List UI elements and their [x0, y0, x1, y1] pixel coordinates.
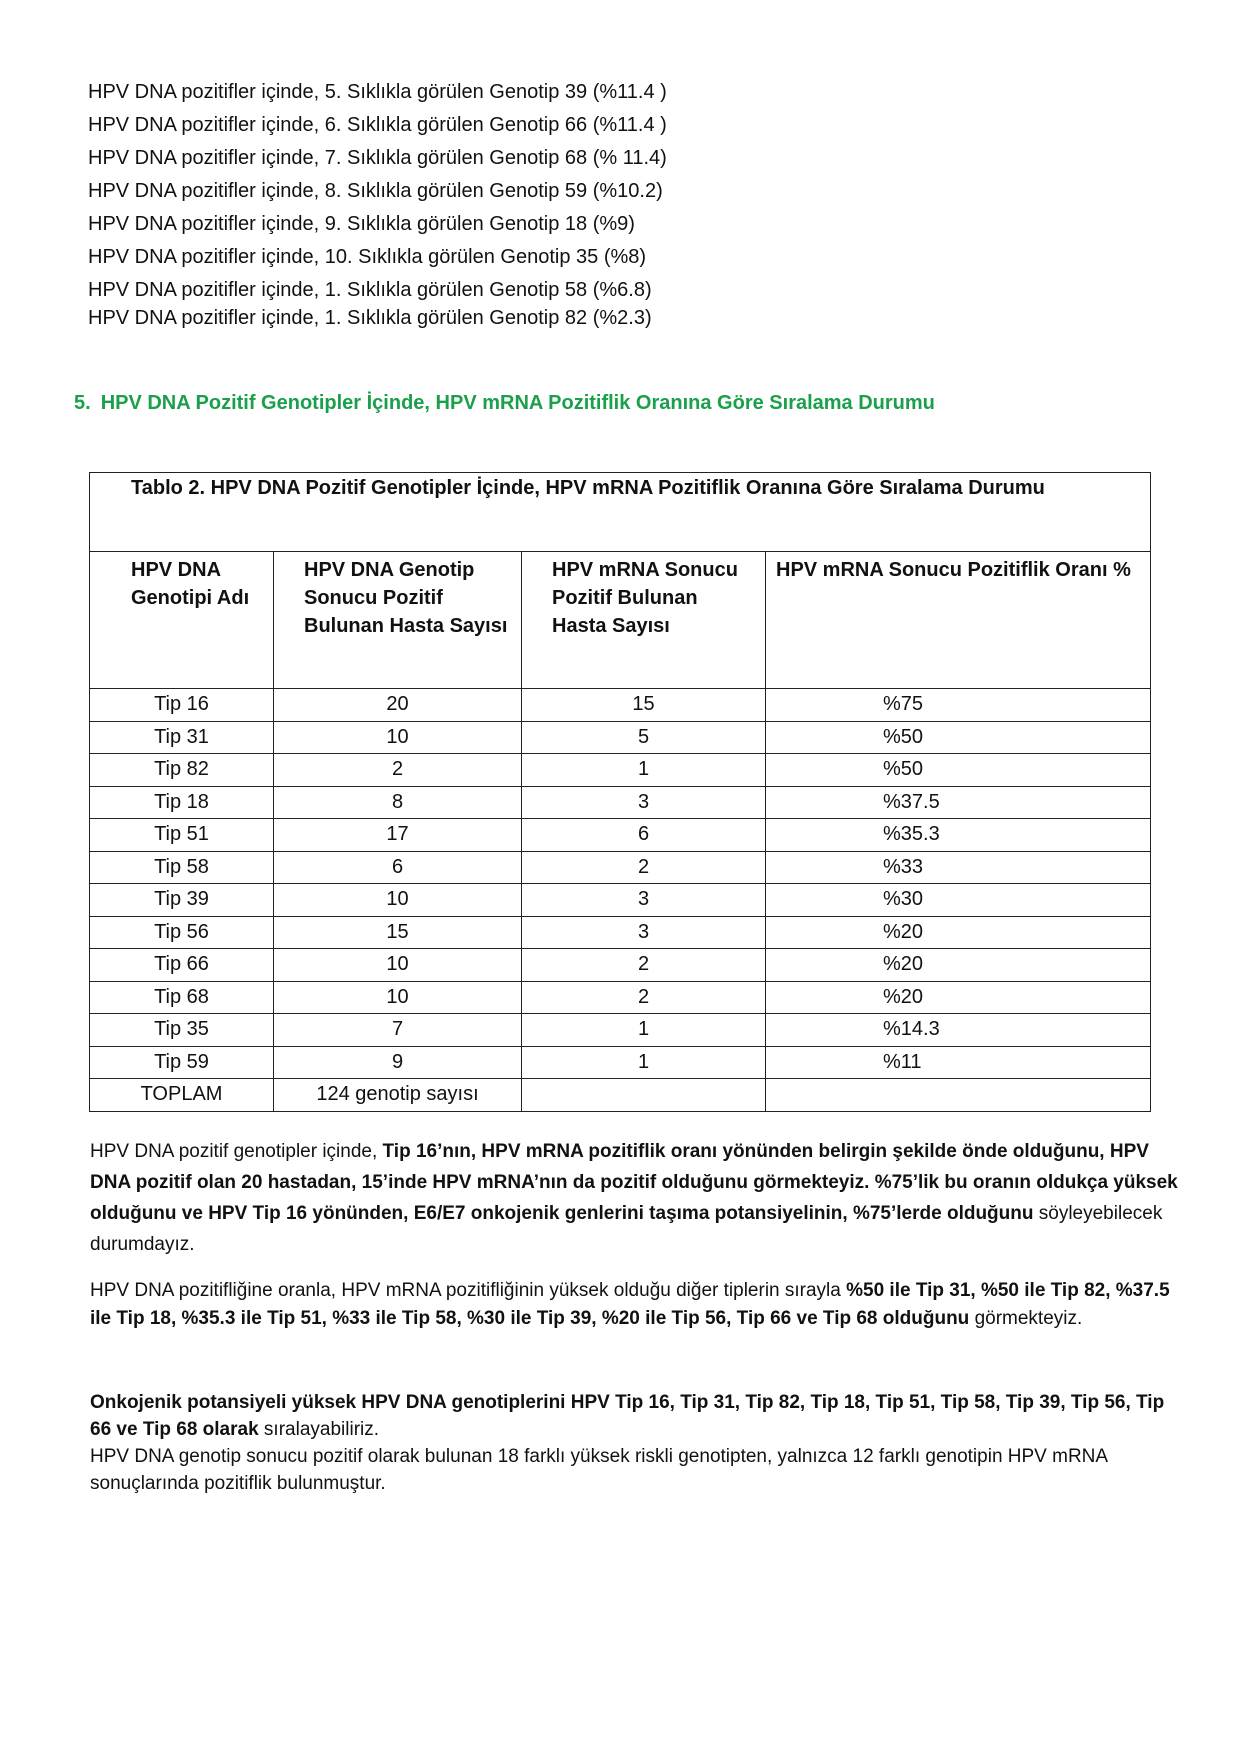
bold-text: %50 ile Tip 31, %50 ile Tip 82, %37.5 ile Tip 18, %35.3 ile Tip 51, %33 ile Tip 58, %30 ile Tip 39, %20 ile Tip 56, Tip 66 ve Tip 68 olduğunu [90, 1280, 1170, 1329]
list-item: HPV DNA pozitifler içinde, 7. Sıklıkla görülen Genotip 68 (% 11.4) [88, 147, 667, 169]
table-cell: Tip 31 [90, 721, 274, 754]
table-cell: %20 [766, 981, 1151, 1014]
table-cell [522, 1079, 766, 1112]
text-run: görmekteyiz. [969, 1308, 1083, 1329]
column-header: HPV DNA Genotipi Adı [90, 552, 274, 689]
text-run: HPV DNA pozitif genotipler içinde, [90, 1141, 383, 1162]
table-row [90, 851, 1151, 884]
table-cell: 7 [274, 1014, 522, 1047]
table-row [90, 1046, 1151, 1079]
table-cell: Tip 58 [90, 851, 274, 884]
table-cell: %37.5 [766, 786, 1151, 819]
table-cell: 1 [522, 754, 766, 787]
table-cell: 6 [274, 851, 522, 884]
bold-text: Tip 16’nın, HPV mRNA pozitiflik oranı yönünden belirgin şekilde önde olduğunu, HPV DNA pozitif olan 20 hastadan, 15’inde HPV mRNA’nın da pozitif olduğunu görmekteyiz. %75’lik bu oranın oldukça yüksek olduğunu ve HPV Tip 16 yönünden, E6/E7 onkojenik genlerini taşıma potansiyelinin, %75’lerde olduğunu [90, 1141, 1178, 1224]
table-cell: Tip 59 [90, 1046, 274, 1079]
genotype-table [89, 472, 1151, 1112]
table-cell: Tip 56 [90, 916, 274, 949]
table-header-row [90, 552, 1151, 689]
list-item: HPV DNA pozitifler içinde, 5. Sıklıkla görülen Genotip 39 (%11.4 ) [88, 81, 667, 103]
table-cell: %33 [766, 851, 1151, 884]
table-cell: %20 [766, 916, 1151, 949]
table-cell: TOPLAM [90, 1079, 274, 1112]
table-cell: %75 [766, 689, 1151, 722]
table-cell: 10 [274, 949, 522, 982]
table-cell: Tip 68 [90, 981, 274, 1014]
column-header: HPV mRNA Sonucu Pozitif Bulunan Hasta Sayısı [522, 552, 766, 689]
table-row [90, 981, 1151, 1014]
table-cell: %50 [766, 721, 1151, 754]
table-cell: 1 [522, 1014, 766, 1047]
table-row [90, 884, 1151, 917]
list-item: HPV DNA pozitifler içinde, 9. Sıklıkla görülen Genotip 18 (%9) [88, 213, 635, 235]
section-heading [74, 392, 935, 415]
table-cell: %35.3 [766, 819, 1151, 852]
table-cell: 2 [522, 981, 766, 1014]
paragraph-tip16-summary [90, 1136, 1180, 1260]
bold-text: Onkojenik potansiyeli yüksek HPV DNA genotiplerini HPV Tip 16, Tip 31, Tip 82, Tip 18, Tip 51, Tip 58, Tip 39, Tip 56, Tip 66 ve Tip 68 olarak [90, 1392, 1165, 1440]
table-cell: %14.3 [766, 1014, 1151, 1047]
table-cell: 124 genotip sayısı [274, 1079, 522, 1112]
table-row [90, 754, 1151, 787]
table-cell: 5 [522, 721, 766, 754]
genotype-frequency-list [88, 80, 1088, 339]
table-caption: Tablo 2. HPV DNA Pozitif Genotipler İçinde, HPV mRNA Pozitiflik Oranına Göre Sıralama Durumu [90, 473, 1151, 552]
table-body [90, 689, 1151, 1112]
table-cell: 10 [274, 981, 522, 1014]
table-cell: Tip 16 [90, 689, 274, 722]
table-cell: Tip 39 [90, 884, 274, 917]
table-cell: %20 [766, 949, 1151, 982]
table-cell: 6 [522, 819, 766, 852]
table-cell: Tip 66 [90, 949, 274, 982]
list-item: HPV DNA pozitifler içinde, 1. Sıklıkla görülen Genotip 58 (%6.8) [88, 279, 652, 301]
table-cell: %11 [766, 1046, 1151, 1079]
table-cell: 2 [274, 754, 522, 787]
list-item: HPV DNA pozitifler içinde, 8. Sıklıkla görülen Genotip 59 (%10.2) [88, 180, 663, 202]
paragraph-conclusion [90, 1443, 1180, 1497]
table-cell: %50 [766, 754, 1151, 787]
table-cell: Tip 18 [90, 786, 274, 819]
paragraph-other-types [90, 1277, 1180, 1333]
paragraph-ranking [90, 1389, 1180, 1443]
table-cell [766, 1079, 1151, 1112]
text-run: HPV DNA pozitifliğine oranla, HPV mRNA pozitifliğinin yüksek olduğu diğer tiplerin sırayla [90, 1280, 847, 1301]
table-row [90, 786, 1151, 819]
table-row [90, 916, 1151, 949]
table-row [90, 1014, 1151, 1047]
table-cell: 20 [274, 689, 522, 722]
table-cell: 9 [274, 1046, 522, 1079]
table-row [90, 721, 1151, 754]
table-cell: 15 [274, 916, 522, 949]
table-cell: 17 [274, 819, 522, 852]
table-cell: 2 [522, 949, 766, 982]
table-cell: Tip 51 [90, 819, 274, 852]
text-run: sıralayabiliriz. [258, 1419, 380, 1440]
table-cell: Tip 35 [90, 1014, 274, 1047]
table-cell: 3 [522, 884, 766, 917]
table-row [90, 949, 1151, 982]
table-total-row [90, 1079, 1151, 1112]
table-cell: 3 [522, 786, 766, 819]
table-cell: 10 [274, 884, 522, 917]
table-cell: 15 [522, 689, 766, 722]
table-cell: 3 [522, 916, 766, 949]
table-cell: 1 [522, 1046, 766, 1079]
list-item: HPV DNA pozitifler içinde, 10. Sıklıkla görülen Genotip 35 (%8) [88, 246, 647, 268]
section-title: HPV DNA Pozitif Genotipler İçinde, HPV mRNA Pozitiflik Oranına Göre Sıralama Durumu [100, 392, 935, 414]
table-row [90, 819, 1151, 852]
table-cell: 10 [274, 721, 522, 754]
table-cell: %30 [766, 884, 1151, 917]
table-cell: 8 [274, 786, 522, 819]
text-run: söyleyebilecek durumdayız. [90, 1203, 1163, 1255]
table-cell: Tip 82 [90, 754, 274, 787]
section-number: 5. [74, 392, 91, 414]
table-cell: 2 [522, 851, 766, 884]
text-run: HPV DNA genotip sonucu pozitif olarak bulunan 18 farklı yüksek riskli genotipten, yalnızca 12 farklı genotipin HPV mRNA sonuçlarında pozitiflik bulunmuştur. [90, 1446, 1108, 1494]
column-header: HPV mRNA Sonucu Pozitiflik Oranı % [766, 552, 1151, 689]
table-row [90, 689, 1151, 722]
list-item: HPV DNA pozitifler içinde, 6. Sıklıkla görülen Genotip 66 (%11.4 ) [88, 114, 667, 136]
list-item: HPV DNA pozitifler içinde, 1. Sıklıkla görülen Genotip 82 (%2.3) [88, 307, 652, 329]
column-header: HPV DNA Genotip Sonucu Pozitif Bulunan Hasta Sayısı [274, 552, 522, 689]
